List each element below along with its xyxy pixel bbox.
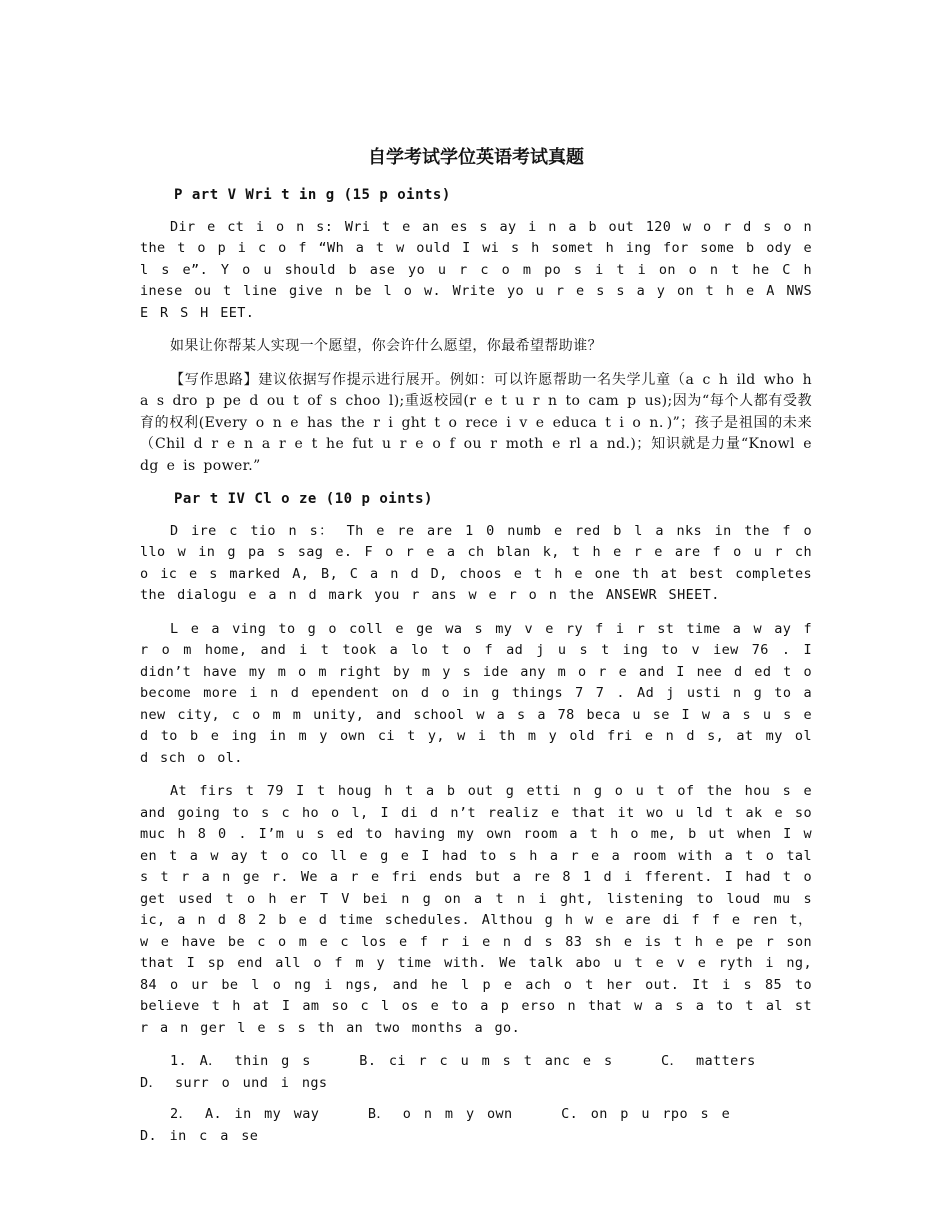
part-iv-directions: D ire c tio n s： Th e re are 1 0 numb e red b l a nks in the f o llo w in g pa s sag e. F o r e a ch blan k, t h e r e are f o u r ch o ic e s marked A, B, C a n d D, choos e t h e one th at best completes the dialogu e a n d mark you r ans w e r o n the ANSEWR SHEET. [140, 522, 812, 603]
question-2-option-d: D. in c a se [140, 1127, 259, 1144]
cloze-passage-paragraph-2: At firs t 79 I t houg h t a b out g etti n g o u t of the hou s e and going to s c ho o l, I di d n’t realiz e that it wo u ld t ak e so muc h 8 0 . I’m u s ed to having my own room a t h o me, b ut when I w en t a w ay t o co ll e g e I had to s h a r e a room with a t o tal s t r a n ge r. We a r e fri ends but a re 8 1 d i fferent. I had t o get used t o h er T V bei n g on a t n i ght, listening to loud mu s ic, a n d 8 2 b e d time schedules. Althou g h w e are di f f e ren t， w e have be c o m e c los e f r i e n d s 83 sh e is t h e pe r son that I sp end all o f m y time with. We talk abo u t e v e ryth i ng, 84 o ur be l o ng i ngs, and he l p e ach o t her out. It i s 85 to believe t h at I am so c l os e to a p erso n that w a s a to t al st r a n ger l e s s th an two months a go. [140, 783, 812, 1036]
document-page [140, 145, 812, 1157]
document-title: 自学考试学位英语考试真题 [368, 147, 584, 168]
question-2-option-b: B． o n m y own [367, 1106, 513, 1122]
question-1-option-b: B. ci r c u m s t anc e s [359, 1053, 613, 1069]
part-v-writing-tips: 【写作思路】建议依据写作提示进行展开。例如：可以许愿帮助一名失学儿童（a c h ild who h a s dro p pe d ou t of s choo l);重返校园(r e t u r n to cam p us);因为“每个人都有受教育的权利(Every o n e has the r i ght t o rece i v e educa t i o n．)”；孩子是祖国的未来（Chil d r e n a r e t he fut u r e o f ou r moth e rl a nd.)；知识就是力量“Knowl e dg e is power.” [140, 371, 812, 474]
part-v-heading: P art V Wri t in g (15 p oints) [174, 187, 451, 203]
question-1-option-c: C． matters [661, 1053, 756, 1069]
part-v-directions: Dir e ct i o n s: Wri t e an es s ay i n a b out 120 w o r d s o n the t o p i c o f “Wh a t w ould I wi s h somet h ing for some b ody e l s e”. Y o u should b ase yo u r c o m po s i t i on o n t he C h inese ou t line give n be l o w. Write yo u r e s s a y on t h e A NWS E R S H EET. [140, 218, 812, 321]
question-2-options [140, 1104, 812, 1147]
part-v-prompt: 如果让你帮某人实现一个愿望，你会许什么愿望，你最希望帮助谁？ [170, 338, 602, 354]
question-1-option-d: D． surr o und i ngs [140, 1074, 328, 1091]
question-1-option-a: 1. A． thin g s [170, 1053, 311, 1069]
question-2-option-a: 2． A. in my way [170, 1106, 320, 1122]
part-iv-heading: Par t IV Cl o ze (10 p oints) [174, 491, 433, 507]
question-2-option-c: C. on p u rpo s e [561, 1106, 731, 1122]
cloze-passage-paragraph-1: L e a ving to g o coll e ge wa s my v e ry f i r st time a w ay f r o m home, and i t took a lo t o f ad j u s t ing to v iew 76 . I didn’t have my m o m right by m y s ide any m o r e and I nee d ed t o become more i n d ependent on d o in g things 7 7 . Ad j usti n g to a new city, c o m m unity, and school w a s a 78 beca u se I w a s u s e d to b e ing in m y own ci t y, w i th m y old fri e n d s, at my ol d sch o ol. [140, 620, 812, 766]
question-1-options [140, 1051, 812, 1094]
